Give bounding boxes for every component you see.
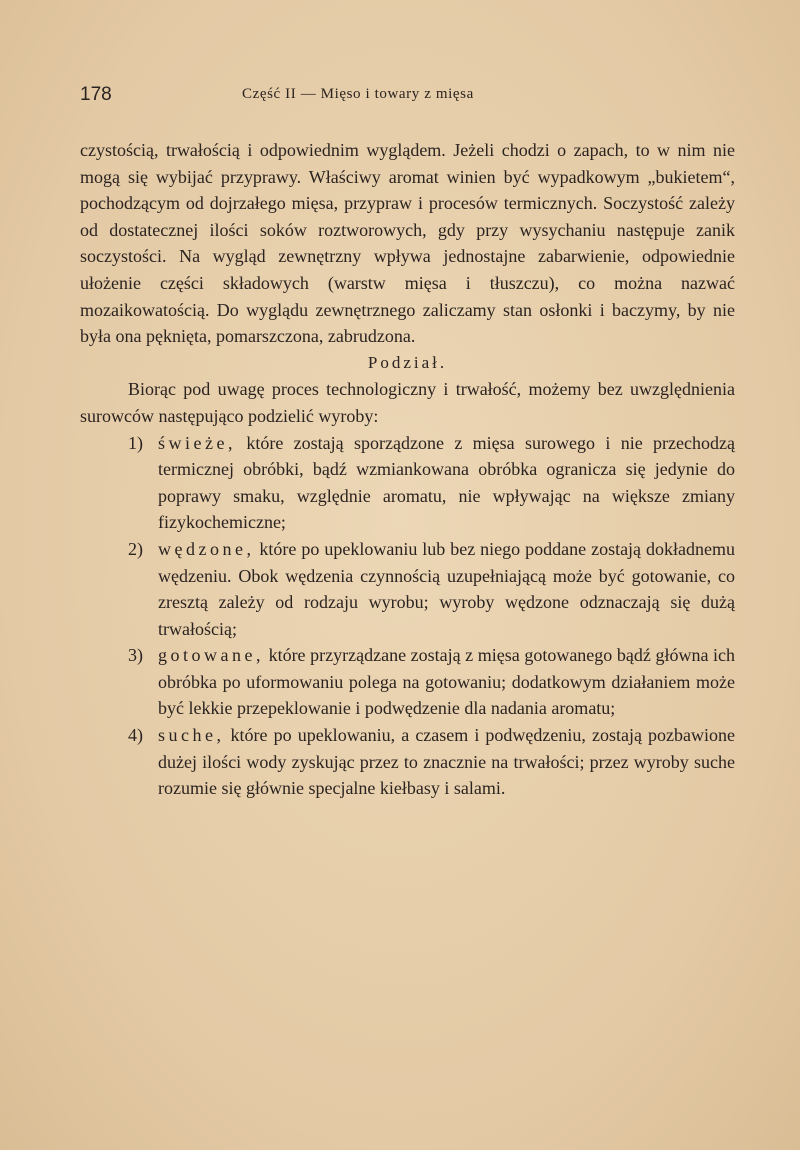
list-text: które po upeklowaniu, a czasem i podwędzeniu, zostają pozbawione dużej ilości wody zyskując przez to znacznie na trwałości; przez wyroby suche rozumie się głównie specjalne kiełbasy i salami. — [158, 725, 735, 799]
list-item — [80, 642, 735, 722]
list-term: wędzone, — [158, 538, 255, 559]
list-term: suche, — [158, 725, 225, 746]
paragraph-quality: czystością, trwałością i odpowiednim wyglądem. Jeżeli chodzi o zapach, to w nim nie mogą się wybijać przyprawy. Właściwy aromat winien być wypadkowym „bukietem“, pochodzącym od dojrzałego mięsa, przypraw i procesów termicznych. Soczystość zależy od dostatecznej ilości soków roztworowych, gdy przy wysychaniu następuje zanik soczystości. Na wygląd zewnętrzny wpływa jednostajne zabarwienie, odpowiednie ułożenie części składowych (warstw mięsa i tłuszczu), co można nazwać mozaikowatością. Do wyglądu zewnętrznego zaliczamy stan osłonki i baczymy, by nie była ona pęknięta, pomarszczona, zabrudzona. — [80, 140, 735, 347]
paragraph-intro: Biorąc pod uwagę proces technologiczny i trwałość, możemy bez uwzględnienia surowców następująco podzielić wyroby: — [80, 379, 735, 426]
list-number: 1) — [128, 432, 143, 453]
running-head: Część II — Mięso i towary z mięsa — [242, 86, 474, 102]
list-term: gotowane, — [158, 645, 264, 666]
list-number: 4) — [128, 725, 143, 746]
list-item — [80, 722, 735, 802]
body-text — [80, 137, 735, 802]
list-text: które po upeklowaniu lub bez niego poddane zostają dokładnemu wędzeniu. Obok wędzenia czynnością uzupełniającą może być gotowanie, co zresztą zależy od rodzaju wyrobu; wyroby wędzone odznaczają się dużą trwałością; — [158, 538, 735, 639]
product-list — [80, 430, 735, 802]
list-text: które przyrządzane zostają z mięsa gotowanego bądź główna ich obróbka po uformowaniu polega na gotowaniu; dodatkowym działaniem może być lekkie przepeklowanie i podwędzenie dla nadania aromatu; — [158, 645, 735, 719]
list-text: które zostają sporządzone z mięsa surowego i nie przechodzą termicznej obróbki, bądź wzmiankowana obróbka ogranicza się jedynie do poprawy smaku, względnie aromatu, nie wpływając na większe zmiany fizykochemiczne; — [158, 432, 735, 533]
list-item — [80, 536, 735, 642]
list-term: świeże, — [158, 432, 236, 453]
page-number: 178 — [80, 84, 112, 105]
section-heading: Podział. — [367, 352, 448, 372]
list-number: 3) — [128, 645, 143, 666]
list-number: 2) — [128, 538, 143, 559]
page-header — [80, 84, 720, 108]
list-item — [80, 430, 735, 536]
